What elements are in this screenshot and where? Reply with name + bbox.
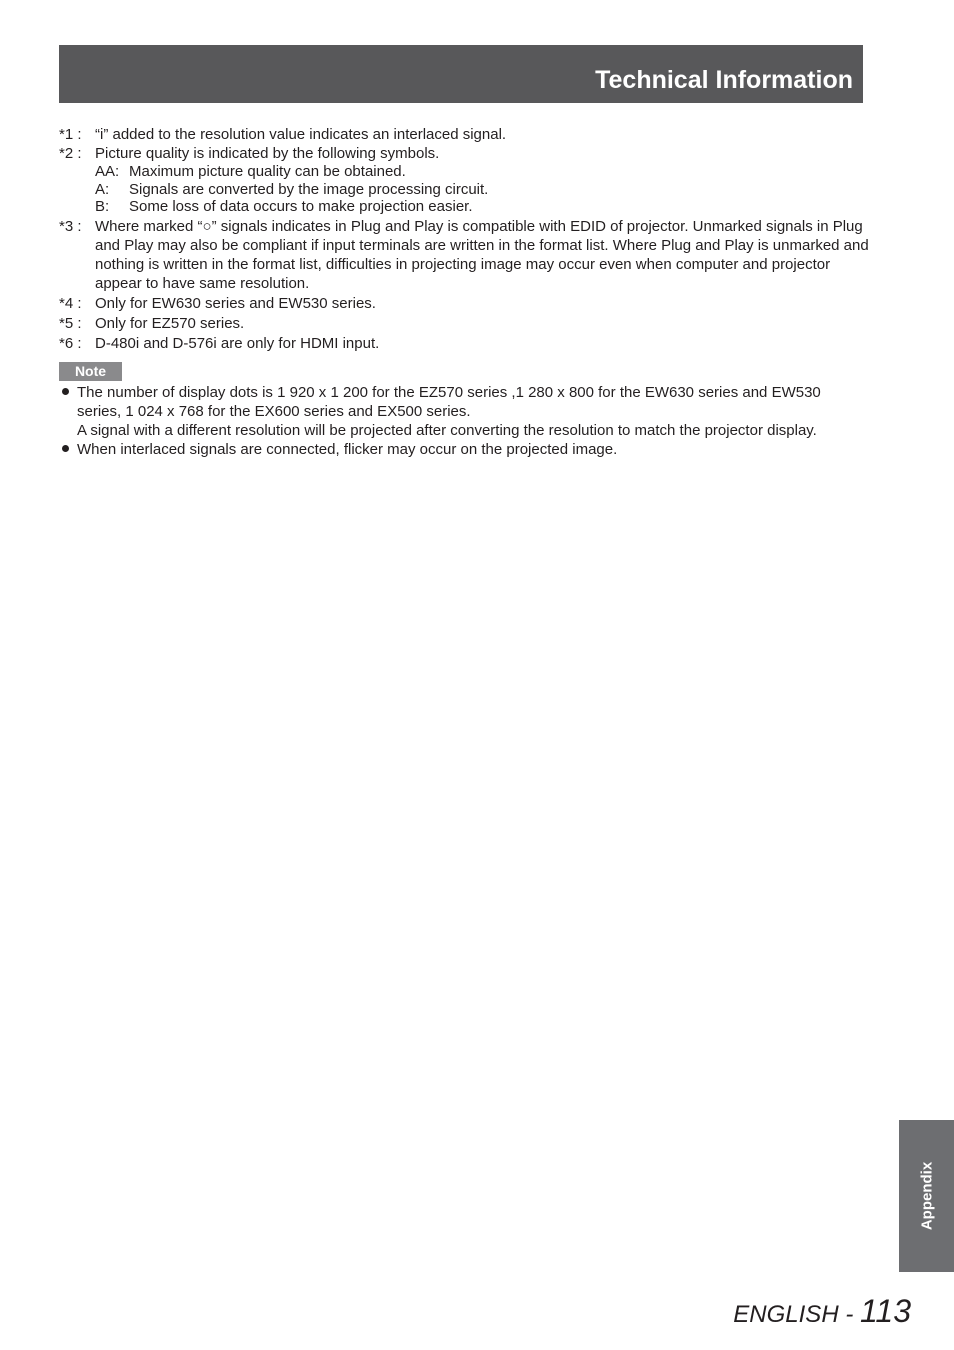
footnote-item: [59, 126, 869, 144]
note-badge: Note: [59, 362, 122, 381]
quality-symbol-key: AA:: [95, 163, 120, 180]
footnote-text: D-480i and D-576i are only for HDMI input.: [95, 334, 380, 352]
quality-symbol-key: A:: [95, 180, 110, 198]
header-bar: [59, 45, 863, 103]
footnote-item: [59, 294, 869, 313]
page-title: Technical Information: [595, 66, 853, 94]
footnote-mark: *2 :: [59, 145, 82, 162]
quality-symbol-list: [95, 163, 869, 216]
footnote-mark: *6 :: [59, 334, 82, 352]
footnote-mark: *5 :: [59, 314, 82, 332]
footnote-item: [59, 217, 869, 293]
footer-language: ENGLISH -: [733, 1301, 860, 1328]
page-number: 113: [859, 1293, 911, 1329]
quality-symbol-text: Some loss of data occurs to make projection easier.: [129, 198, 473, 215]
quality-symbol-item: [95, 163, 869, 181]
footnote-item: [59, 145, 869, 216]
footnote-mark: *3 :: [59, 217, 82, 235]
footnote-mark: *4 :: [59, 294, 82, 312]
footnote-text: Picture quality is indicated by the following symbols.: [95, 145, 440, 162]
bullet-icon: [62, 388, 69, 395]
note-text-extra: A signal with a different resolution will be projected after converting the resolution to match the projector display.: [77, 422, 817, 439]
footnote-mark: *1 :: [59, 126, 82, 143]
note-item: [59, 383, 829, 440]
notes-list: [59, 383, 829, 459]
bullet-icon: [62, 445, 69, 452]
quality-symbol-item: [95, 181, 869, 199]
footnote-item: [59, 334, 869, 353]
note-item: [59, 440, 829, 459]
note-text: The number of display dots is 1 920 x 1 200 for the EZ570 series ,1 280 x 800 for the EW630 series and EW530 series, 1 024 x 768 for the EX600 series and EX500 series.: [77, 384, 821, 420]
section-side-tab-label: Appendix: [918, 1161, 935, 1231]
section-side-tab: [899, 1120, 954, 1272]
quality-symbol-text: Maximum picture quality can be obtained.: [129, 163, 406, 180]
footnote-text: Where marked “○” signals indicates in Plug and Play is compatible with EDID of projector. Unmarked signals in Plug and Play may also be compliant if input terminals are written in the format list. Where Plug and Play is unmarked and nothing is written in the format list, difficulties in projecting image may occur even when computer and projector appear to have same resolution.: [95, 217, 869, 292]
footnote-text: “i” added to the resolution value indicates an interlaced signal.: [95, 126, 507, 143]
quality-symbol-text: Signals are converted by the image processing circuit.: [129, 180, 489, 198]
quality-symbol-key: B:: [95, 198, 110, 215]
footnote-text: Only for EZ570 series.: [95, 314, 245, 332]
page-footer: [733, 1293, 911, 1330]
footnotes-list: [59, 126, 869, 353]
note-text: When interlaced signals are connected, flicker may occur on the projected image.: [77, 441, 618, 458]
quality-symbol-item: [95, 198, 869, 216]
footnote-item: [59, 314, 869, 333]
footnote-text: Only for EW630 series and EW530 series.: [95, 294, 376, 312]
